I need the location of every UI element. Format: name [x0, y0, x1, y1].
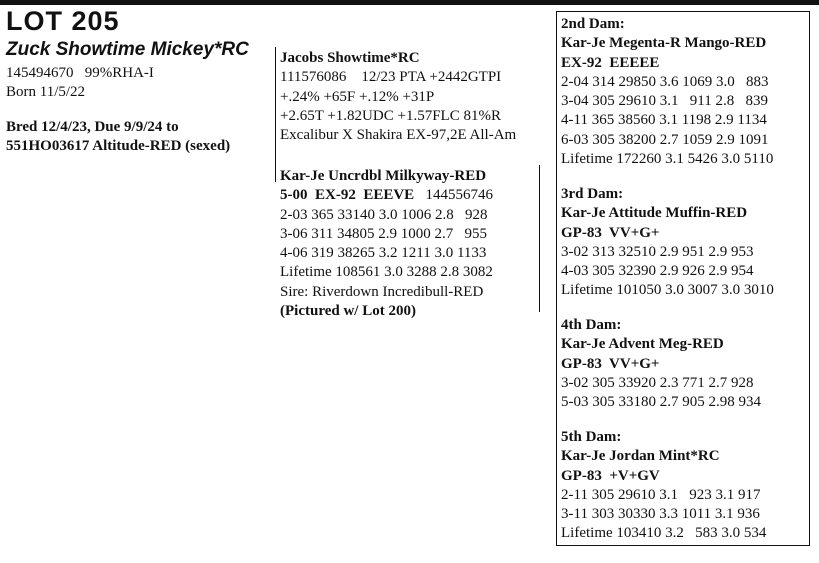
breeding-info	[6, 118, 230, 157]
dam-record: 4-03 305 32390 2.9 926 2.9 954	[561, 263, 754, 280]
animal-name: Zuck Showtime Mickey*RC	[6, 39, 249, 60]
sire-line: Excalibur X Shakira EX-97,2E All-Am	[280, 127, 517, 144]
dam-lifetime: Lifetime 172260 3.1 5426 3.0 5110	[561, 151, 774, 168]
dam-name: Kar-Je Advent Meg-RED	[561, 336, 724, 353]
dam-photo-note: (Pictured w/ Lot 200)	[280, 303, 416, 320]
dam-class-row	[280, 186, 493, 205]
dam-record: 3-11 303 30330 3.3 1011 3.1 936	[561, 506, 760, 523]
fifth-dam	[561, 428, 766, 544]
sire-line: 111576086 12/23 PTA +2442GTPI	[280, 69, 502, 86]
dam-record: 3-06 311 34805 2.9 1000 2.7 955	[280, 225, 487, 242]
dam-record: 2-11 305 29610 3.1 923 3.1 917	[561, 486, 761, 503]
fourth-dam	[561, 316, 761, 412]
dam-lifetime: Lifetime 103410 3.2 583 3.0 534	[561, 525, 767, 542]
dam-record: 3-02 313 32510 2.9 951 2.9 953	[561, 243, 754, 260]
dam-registration: 144556746	[425, 187, 493, 204]
dam-heading: 5th Dam:	[561, 429, 622, 445]
dam-classification: 5-00 EX-92 EEEVE	[280, 187, 415, 204]
dam-heading: 2nd Dam:	[561, 16, 625, 32]
dam-record: 4-06 319 38265 3.2 1211 3.0 1133	[280, 245, 487, 262]
dam-sire: Sire: Riverdown Incredibull-RED	[280, 283, 484, 300]
dam-heading: 4th Dam:	[561, 317, 622, 333]
dam-name: Kar-Je Jordan Mint*RC	[561, 448, 720, 465]
service-sire-line: 551HO03617 Altitude-RED (sexed)	[6, 138, 231, 155]
dam-name: Kar-Je Uncrdbl Milkyway-RED	[280, 168, 487, 184]
dam-record: 2-04 314 29850 3.6 1069 3.0 883	[561, 73, 769, 90]
third-dam	[561, 185, 774, 301]
dam-record: 3-04 305 29610 3.1 911 2.8 839	[561, 93, 768, 110]
dam-record: 2-03 365 33140 3.0 1006 2.8 928	[280, 206, 488, 223]
second-dam	[561, 15, 773, 169]
sire-line: +.24% +65F +.12% +31P	[280, 88, 435, 105]
sire-block	[280, 49, 516, 145]
dam-record: 4-11 365 38560 3.1 1198 2.9 1134	[561, 112, 767, 129]
sire-name: Jacobs Showtime*RC	[280, 50, 420, 66]
dam-classification: EX-92 EEEEE	[561, 54, 660, 71]
registration-line: 145494670 99%RHA-I	[6, 65, 154, 81]
dam-name: Kar-Je Megenta-R Mango-RED	[561, 35, 767, 52]
pedigree-rule-dam-side	[539, 165, 540, 312]
birth-date: Born 11/5/22	[6, 84, 86, 101]
animal-info	[6, 64, 154, 103]
dam-lifetime: Lifetime 101050 3.0 3007 3.0 3010	[561, 282, 774, 299]
sire-line: +2.65T +1.82UDC +1.57FLC 81%R	[280, 107, 501, 124]
dam-record: 3-02 305 33920 2.3 771 2.7 928	[561, 374, 754, 391]
dam-block	[280, 167, 493, 321]
dam-classification: GP-83 +V+GV	[561, 467, 660, 484]
top-rule	[0, 0, 819, 5]
dam-record: 5-03 305 33180 2.7 905 2.98 934	[561, 394, 761, 411]
dam-classification: GP-83 VV+G+	[561, 355, 660, 372]
dam-heading: 3rd Dam:	[561, 186, 624, 202]
lot-number: LOT 205	[6, 6, 120, 36]
pedigree-rule-sire	[275, 47, 276, 182]
bred-date-line: Bred 12/4/23, Due 9/9/24 to	[6, 119, 179, 135]
dam-record: 6-03 305 38200 2.7 1059 2.9 1091	[561, 131, 769, 148]
dam-lifetime: Lifetime 108561 3.0 3288 2.8 3082	[280, 264, 493, 281]
dam-classification: GP-83 VV+G+	[561, 224, 660, 241]
dam-name: Kar-Je Attitude Muffin-RED	[561, 205, 748, 222]
